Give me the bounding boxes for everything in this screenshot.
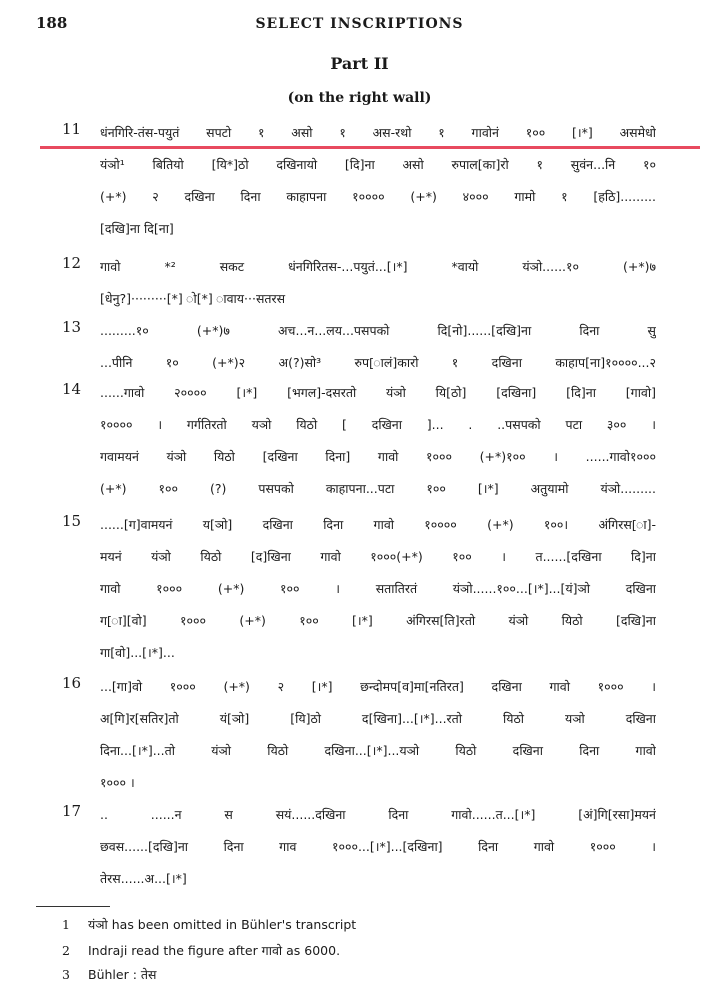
text-line: ग[ा][वो] १००० (+*) १०० [।*] अंगिरस[ति]रतो यंञो यिठो [दखि]ना	[100, 613, 656, 628]
text-line: [धेनु?]·········[*] ो[*] ावाय···सतरस	[100, 291, 286, 306]
footnote-number: 2	[62, 943, 70, 958]
footnote-text: Bühler : तेस	[88, 967, 157, 982]
text-line: १००० ।	[100, 775, 135, 790]
footnote	[62, 942, 340, 960]
entry-number: 17	[62, 802, 82, 820]
part-title: Part II	[330, 54, 389, 73]
text-line: १०००० । गर्गतिरतो यञो यिठो [ दखिना ]... . ..पसपको पटा ३०० ।	[100, 417, 656, 432]
footnote-number: 3	[62, 967, 70, 982]
text-line: गावो *² सकट धंनगिरितस-...पयुतं...[।*] *वायो यंञो......१० (+*)७	[100, 259, 656, 274]
text-line: गवामयनं यंञो यिठो [दखिना दिना] गावो १००० (+*)१०० । ......गावो१०००	[100, 449, 656, 464]
footnote	[62, 966, 156, 984]
red-underline	[40, 146, 700, 149]
text-line: गा[वो]...[।*]...	[100, 645, 175, 660]
page-number: 188	[36, 14, 68, 32]
running-title: SELECT INSCRIPTIONS	[255, 16, 464, 32]
text-line: .........१० (+*)७ अच...न...लय...पसपको दि[नो]......[दखि]ना दिना सु	[100, 323, 656, 338]
entry-number: 12	[62, 254, 82, 272]
text-line: धंनगिरि-तंस-पयुतं सपटो १ असो १ अस-रथो १ गावोनं १०० [।*] असमेधो	[100, 125, 656, 140]
footnote-text: Indraji read the figure after गावो as 6000.	[88, 943, 341, 958]
text-line: गावो १००० (+*) १०० । सतातिरतं यंञो......१००...[।*]...[यं]ञो दखिना	[100, 581, 656, 596]
footnote	[62, 916, 356, 934]
text-line: ...पीनि १० (+*)२ अ(?)सो³ रुप[ालं]कारो १ दखिना काहाप[ना]१००००...२	[100, 355, 656, 370]
footnote-number: 1	[62, 917, 70, 932]
text-line: [दखि]ना दि[ना]	[100, 221, 174, 236]
footnote-divider	[36, 906, 110, 907]
subtitle: (on the right wall)	[287, 90, 432, 106]
entry-number: 14	[62, 380, 82, 398]
text-line: मयनं यंञो यिठो [द]खिना गावो १०००(+*) १०० । त......[दखिना दि]ना	[100, 549, 656, 564]
footnote-text: यंञो has been omitted in Bühler's transcript	[88, 917, 357, 932]
text-line: (+*) २ दखिना दिना काहापना १०००० (+*) ४००० गामो १ [हठि].........	[100, 189, 656, 204]
entry-number: 16	[62, 674, 82, 692]
text-line: अ[गि]र[सतिर]तो यं[ञो] [यि]ठो द[खिना]...[।*]...रतो यिठो यञो दखिना	[100, 711, 656, 726]
entry-number: 11	[62, 120, 82, 138]
text-line: तेरस......अ...[।*]	[100, 871, 187, 886]
text-line: .. ......न स सयं......दखिना दिना गावो......त...[।*] [अं]गि[रसा]मयनं	[100, 807, 656, 822]
text-line: दिना...[।*]...तो यंञो यिठो दखिना...[।*]...यञो यिठो दखिना दिना गावो	[100, 743, 656, 758]
entry-number: 13	[62, 318, 82, 336]
text-line: यंञो¹ बितियो [यि*]ठो दखिनायो [दि]ना असो रुपाल[का]रो १ सुवंन...नि १०	[100, 157, 656, 172]
text-line: ...[गा]वो १००० (+*) २ [।*] छन्दोमप[व]मा[नतिरत] दखिना गावो १००० ।	[100, 679, 656, 694]
entry-number: 15	[62, 512, 82, 530]
text-line: छवस......[दखि]ना दिना गाव १०००...[।*]...[दखिना] दिना गावो १००० ।	[100, 839, 656, 854]
text-line: ......गावो २०००० [।*] [भगल]-दसरतो यंञो यि[ठो] [दखिना] [दि]ना [गावो]	[100, 385, 656, 400]
text-line: ......[ग]वामयनं य[ञो] दखिना दिना गावो १०००० (+*) १००। अंगिरस[ा]-	[100, 517, 656, 532]
text-line: (+*) १०० (?) पसपको काहापना...पटा १०० [।*] अतुयामो यंञो.........	[100, 481, 656, 496]
